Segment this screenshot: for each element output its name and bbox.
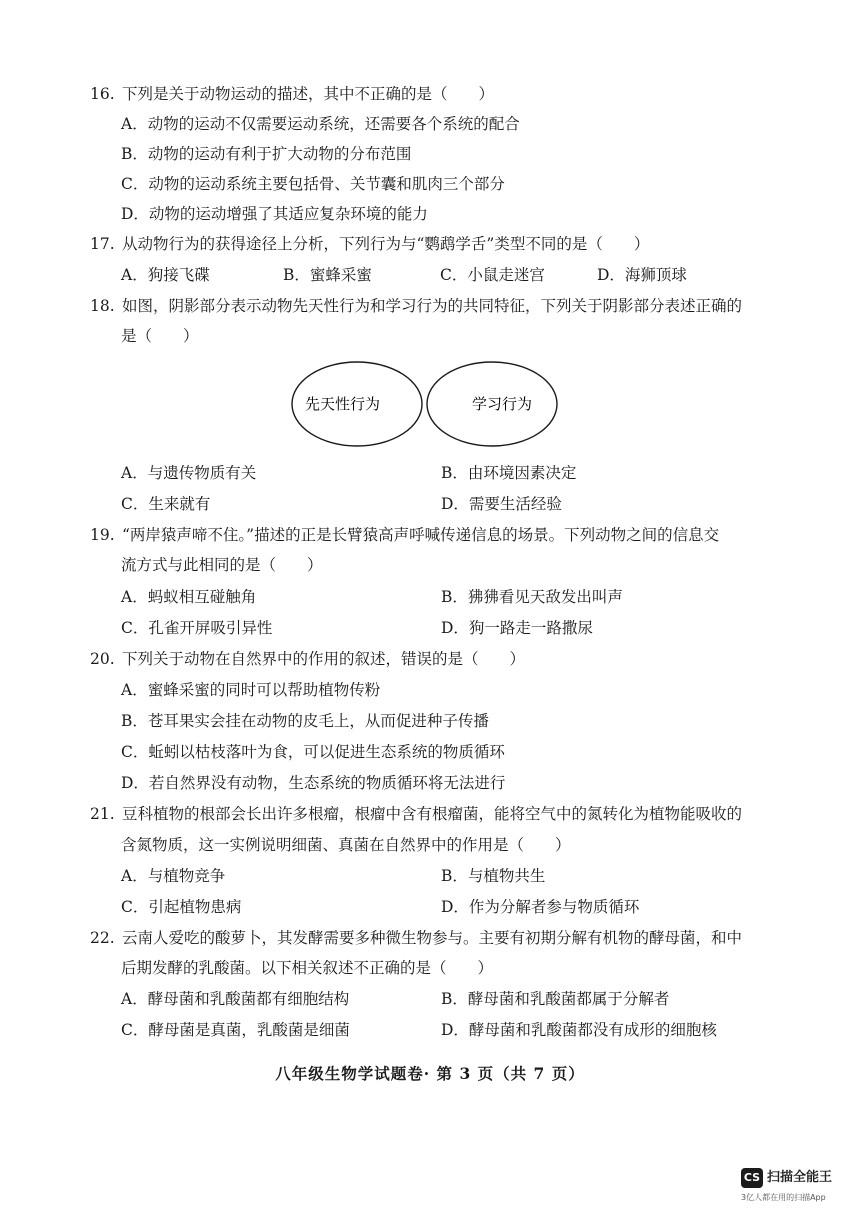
option-16c: C．动物的运动系统主要包括骨、关节囊和肌肉三个部分 — [121, 175, 505, 193]
question-text: 下列是关于动物运动的描述，其中不正确的是（ ） — [122, 85, 495, 103]
option-21c: C．引起植物患病 — [121, 898, 242, 916]
question-text: 从动物行为的获得途径上分析，下列行为与“鹦鹉学舌”类型不同的是（ ） — [122, 235, 650, 253]
option-22b: B．酵母菌和乳酸菌都属于分解者 — [441, 990, 670, 1008]
option-18b: B．由环境因素决定 — [441, 464, 577, 482]
brand-tagline: 3亿人都在用的扫描App — [741, 1193, 826, 1202]
question-number: 16. — [90, 85, 115, 103]
option-20a: A．蜜蜂采蜜的同时可以帮助植物传粉 — [121, 681, 381, 699]
question-21-cont: 含氮物质，这一实例说明细菌、真菌在自然界中的作用是（ ） — [121, 836, 571, 854]
question-number: 17. — [90, 235, 115, 253]
scanner-watermark — [741, 1168, 851, 1208]
question-number: 22. — [90, 929, 115, 947]
brand-name: 扫描全能王 — [767, 1170, 833, 1185]
question-text: 云南人爱吃的酸萝卜，其发酵需要多种微生物参与。主要有初期分解有机物的酵母菌，和中 — [122, 929, 743, 947]
question-21 — [90, 803, 742, 825]
question-16 — [90, 83, 494, 105]
option-16a: A．动物的运动不仅需要运动系统，还需要各个系统的配合 — [121, 115, 520, 133]
option-18a: A．与遗传物质有关 — [121, 464, 257, 482]
option-19b: B．狒狒看见天敌发出叫声 — [441, 588, 623, 606]
question-text: 如图，阴影部分表示动物先天性行为和学习行为的共同特征，下列关于阴影部分表述正确的 — [122, 297, 743, 315]
option-20c: C．蚯蚓以枯枝落叶为食，可以促进生态系统的物质循环 — [121, 743, 505, 761]
question-text: 豆科植物的根部会长出许多根瘤，根瘤中含有根瘤菌，能将空气中的氮转化为植物能吸收的 — [122, 805, 743, 823]
question-18 — [90, 295, 742, 317]
option-19c: C．孔雀开屏吸引异性 — [121, 619, 273, 637]
venn-left-label: 先天性行为 — [305, 395, 381, 413]
option-21b: B．与植物共生 — [441, 867, 546, 885]
option-18d: D．需要生活经验 — [441, 495, 562, 513]
venn-diagram — [290, 360, 560, 450]
option-21d: D．作为分解者参与物质循环 — [441, 898, 640, 916]
option-17a: A．狗接飞碟 — [121, 266, 210, 284]
question-number: 19. — [90, 526, 115, 544]
option-22a: A．酵母菌和乳酸菌都有细胞结构 — [121, 990, 350, 1008]
option-22c: C．酵母菌是真菌，乳酸菌是细菌 — [121, 1021, 350, 1039]
option-20d: D．若自然界没有动物，生态系统的物质循环将无法进行 — [121, 774, 506, 792]
question-22-cont: 后期发酵的乳酸菌。以下相关叙述不正确的是（ ） — [121, 959, 494, 977]
question-22 — [90, 927, 742, 949]
option-18c: C．生来就有 — [121, 495, 211, 513]
question-number: 18. — [90, 297, 115, 315]
venn-right-label: 学习行为 — [472, 395, 533, 413]
option-22d: D．酵母菌和乳酸菌都没有成形的细胞核 — [441, 1021, 717, 1039]
question-18-cont: 是（ ） — [121, 327, 199, 345]
option-17b: B．蜜蜂采蜜 — [283, 266, 372, 284]
question-20 — [90, 648, 525, 670]
page-footer: 八年级生物学试题卷· 第 3 页（共 7 页） — [275, 1064, 585, 1083]
question-19-cont: 流方式与此相同的是（ ） — [121, 556, 323, 574]
option-21a: A．与植物竞争 — [121, 867, 226, 885]
option-16b: B．动物的运动有利于扩大动物的分布范围 — [121, 145, 412, 163]
option-19a: A．蚂蚁相互碰触角 — [121, 588, 257, 606]
camscanner-logo-icon: CS — [741, 1168, 763, 1188]
question-number: 20. — [90, 650, 115, 668]
question-17 — [90, 233, 649, 255]
question-number: 21. — [90, 805, 115, 823]
option-17d: D．海狮顶球 — [597, 266, 687, 284]
option-17c: C．小鼠走迷宫 — [440, 266, 545, 284]
question-19 — [90, 524, 719, 546]
option-20b: B．苍耳果实会挂在动物的皮毛上，从而促进种子传播 — [121, 712, 489, 730]
question-text: “两岸猿声啼不住。”描述的正是长臂猿高声呼喊传递信息的场景。下列动物之间的信息交 — [122, 526, 720, 544]
option-16d: D．动物的运动增强了其适应复杂环境的能力 — [121, 205, 428, 223]
question-text: 下列关于动物在自然界中的作用的叙述，错误的是（ ） — [122, 650, 526, 668]
option-19d: D．狗一路走一路撒尿 — [441, 619, 593, 637]
